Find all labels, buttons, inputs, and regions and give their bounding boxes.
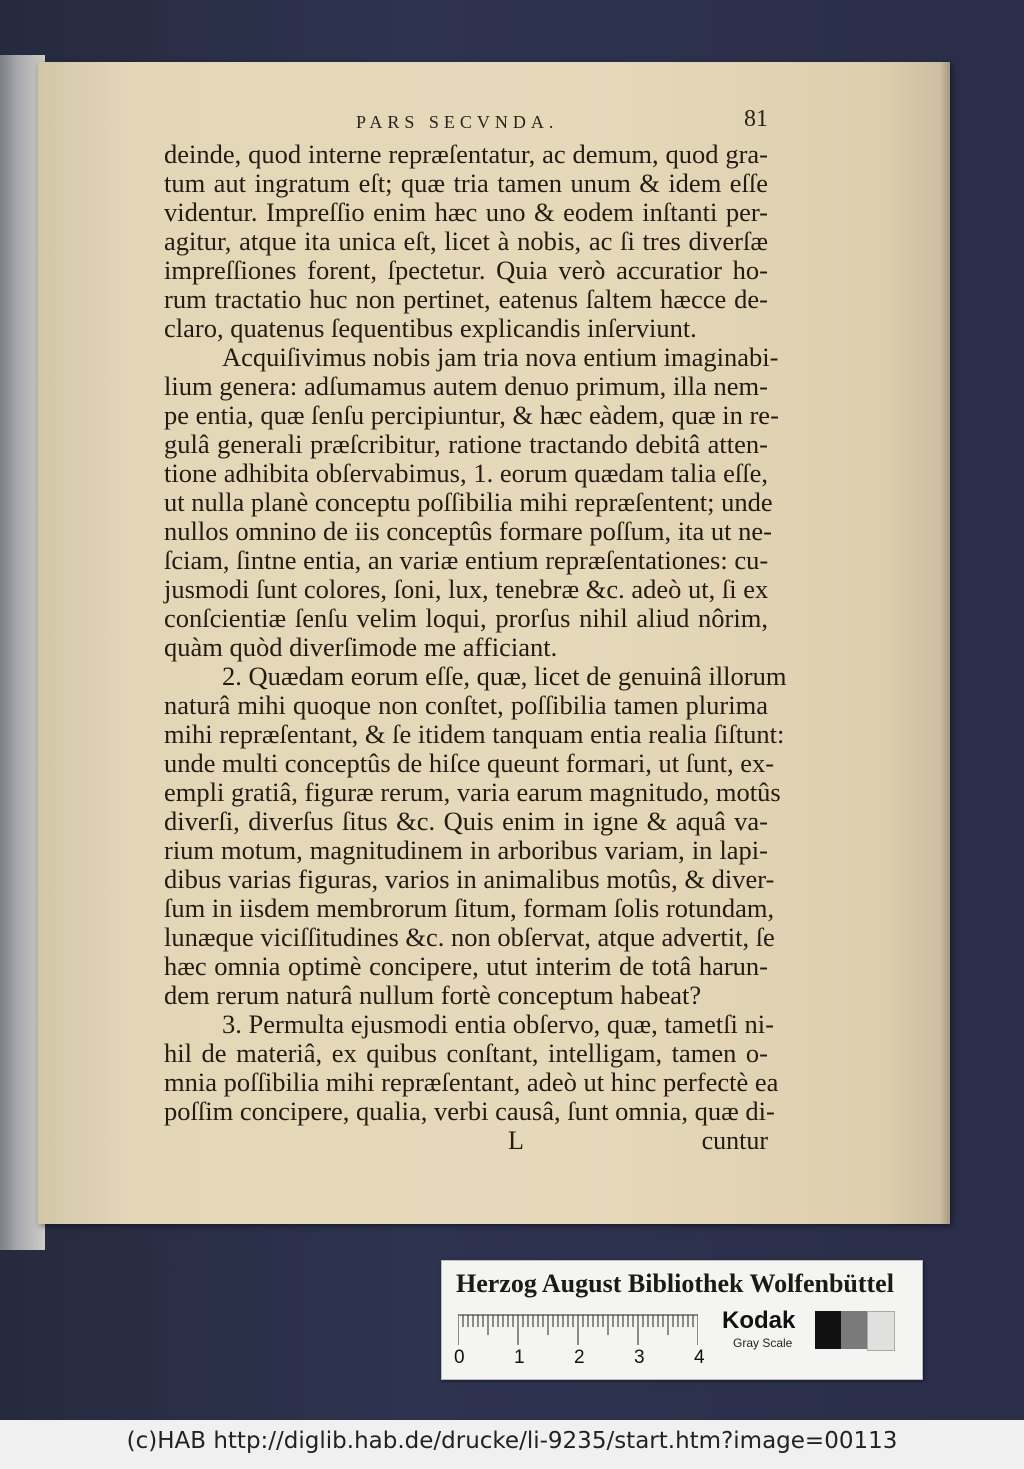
text-line: conſcientiæ ſenſu velim loqui, prorſus nihil aliud nôrim, [164, 603, 768, 633]
gray-swatch-black [815, 1311, 841, 1349]
library-label [441, 1260, 923, 1380]
page-foot [164, 1126, 768, 1156]
text-line: jusmodi ſunt colores, ſoni, lux, tenebræ &c. adeò ut, ſi ex [164, 574, 769, 604]
text-line: rium motum, magnitudinem in arboribus variam, in lapi- [164, 835, 768, 865]
text-line: mnia poſſibilia mihi repræſentant, adeò ut hinc perfectè ea [164, 1067, 779, 1097]
body-text [164, 139, 787, 1126]
catchword: cuntur [701, 1126, 768, 1155]
running-head: PARS SECVNDA. [356, 112, 559, 132]
scale-numbers [454, 1347, 714, 1371]
gray-swatch-white [867, 1311, 895, 1351]
page-number: 81 [744, 106, 768, 132]
text-line: claro, quatenus ſequentibus explicandis inſerviunt. [164, 313, 697, 343]
text-line: poſſim concipere, qualia, verbi causâ, ſunt omnia, quæ di- [164, 1096, 775, 1126]
text-line: gulâ generali præſcribitur, ratione tractando debitâ atten- [164, 429, 768, 459]
text-line: hil de materiâ, ex quibus conſtant, intelligam, tamen o- [164, 1038, 768, 1068]
text-line: 2. Quædam eorum eſſe, quæ, licet de genuinâ illorum [222, 661, 787, 691]
text-line: hæc omnia optimè concipere, utut interim de totâ harun- [164, 951, 768, 981]
text-line: Acquiſivimus nobis jam tria nova entium imaginabi- [222, 342, 779, 372]
text-line: unde multi conceptûs de hiſce queunt formari, ut ſunt, ex- [164, 748, 775, 778]
text-line: videntur. Impreſſio enim hæc uno & eodem inſtanti per- [164, 197, 768, 227]
text-line: tum aut ingratum eſt; quæ tria tamen unum & idem eſſe [164, 168, 768, 198]
scale-number: 1 [514, 1347, 525, 1368]
text-line: diverſi, diverſus ſitus &c. Quis enim in igne & aquâ va- [164, 806, 768, 836]
kodak-logo: Kodak [722, 1307, 796, 1334]
text-line: agitur, atque ita unica eſt, licet à nobis, ac ſi tres diverſæ [164, 226, 768, 256]
text-line: lunæque viciſſitudines &c. non obſervat, atque advertit, ſe [164, 922, 775, 952]
text-line: quàm quòd diverſimode me afficiant. [164, 632, 558, 662]
gray-swatch-mid [841, 1311, 867, 1349]
text-line: empli gratiâ, figuræ rerum, varia earum magnitudo, motûs [164, 777, 781, 807]
text-line: dem rerum naturâ nullum fortè conceptum habeat? [164, 980, 702, 1010]
text-line: impreſſiones forent, ſpectetur. Quia verò accuratior ho- [164, 255, 768, 285]
book-page [38, 62, 950, 1224]
gray-scale-label: Gray Scale [733, 1336, 793, 1350]
page-edge-shadow [940, 62, 950, 1224]
text-line: ſciam, ſintne entia, an variæ entium repræſentationes: cu- [164, 545, 769, 575]
text-line: ut nulla planè conceptu poſſibilia mihi repræſentent; unde [164, 487, 773, 517]
scale-number: 3 [634, 1347, 645, 1368]
scale-ruler [458, 1313, 698, 1347]
footer-band [0, 1420, 1024, 1469]
text-line: 3. Permulta ejusmodi entia obſervo, quæ, tametſi ni- [222, 1009, 774, 1039]
scale-number: 4 [694, 1347, 705, 1368]
text-line: pe entia, quæ ſenſu percipiuntur, & hæc eàdem, quæ in re- [164, 400, 779, 430]
text-line: naturâ mihi quoque non conſtet, poſſibilia tamen plurima [164, 690, 768, 720]
text-line: rum tractatio huc non pertinet, eatenus ſaltem hæcce de- [164, 284, 768, 314]
scale-number: 0 [454, 1347, 465, 1368]
text-line: lium genera: adſumamus autem denuo primum, illa nem- [164, 371, 768, 401]
text-line: nullos omnino de iis conceptûs formare poſſum, ita ut ne- [164, 516, 772, 546]
text-line: deinde, quod interne repræſentatur, ac demum, quod gra- [164, 139, 768, 169]
library-name: Herzog August Bibliothek Wolfenbüttel [456, 1269, 894, 1298]
signature-mark: L [508, 1126, 524, 1155]
text-line: mihi repræſentant, & ſe itidem tanquam entia realia ſiſtunt: [164, 719, 785, 749]
text-line: dibus varias figuras, varios in animalibus motûs, & diver- [164, 864, 775, 894]
text-line: tione adhibita obſervabimus, 1. eorum quædam talia eſſe, [164, 458, 768, 488]
scale-number: 2 [574, 1347, 585, 1368]
text-line: ſum in iisdem membrorum ſitum, formam ſolis rotundam, [164, 893, 775, 923]
copyright-url: (c)HAB http://diglib.hab.de/drucke/li-9235/start.htm?image=00113 [126, 1428, 898, 1454]
